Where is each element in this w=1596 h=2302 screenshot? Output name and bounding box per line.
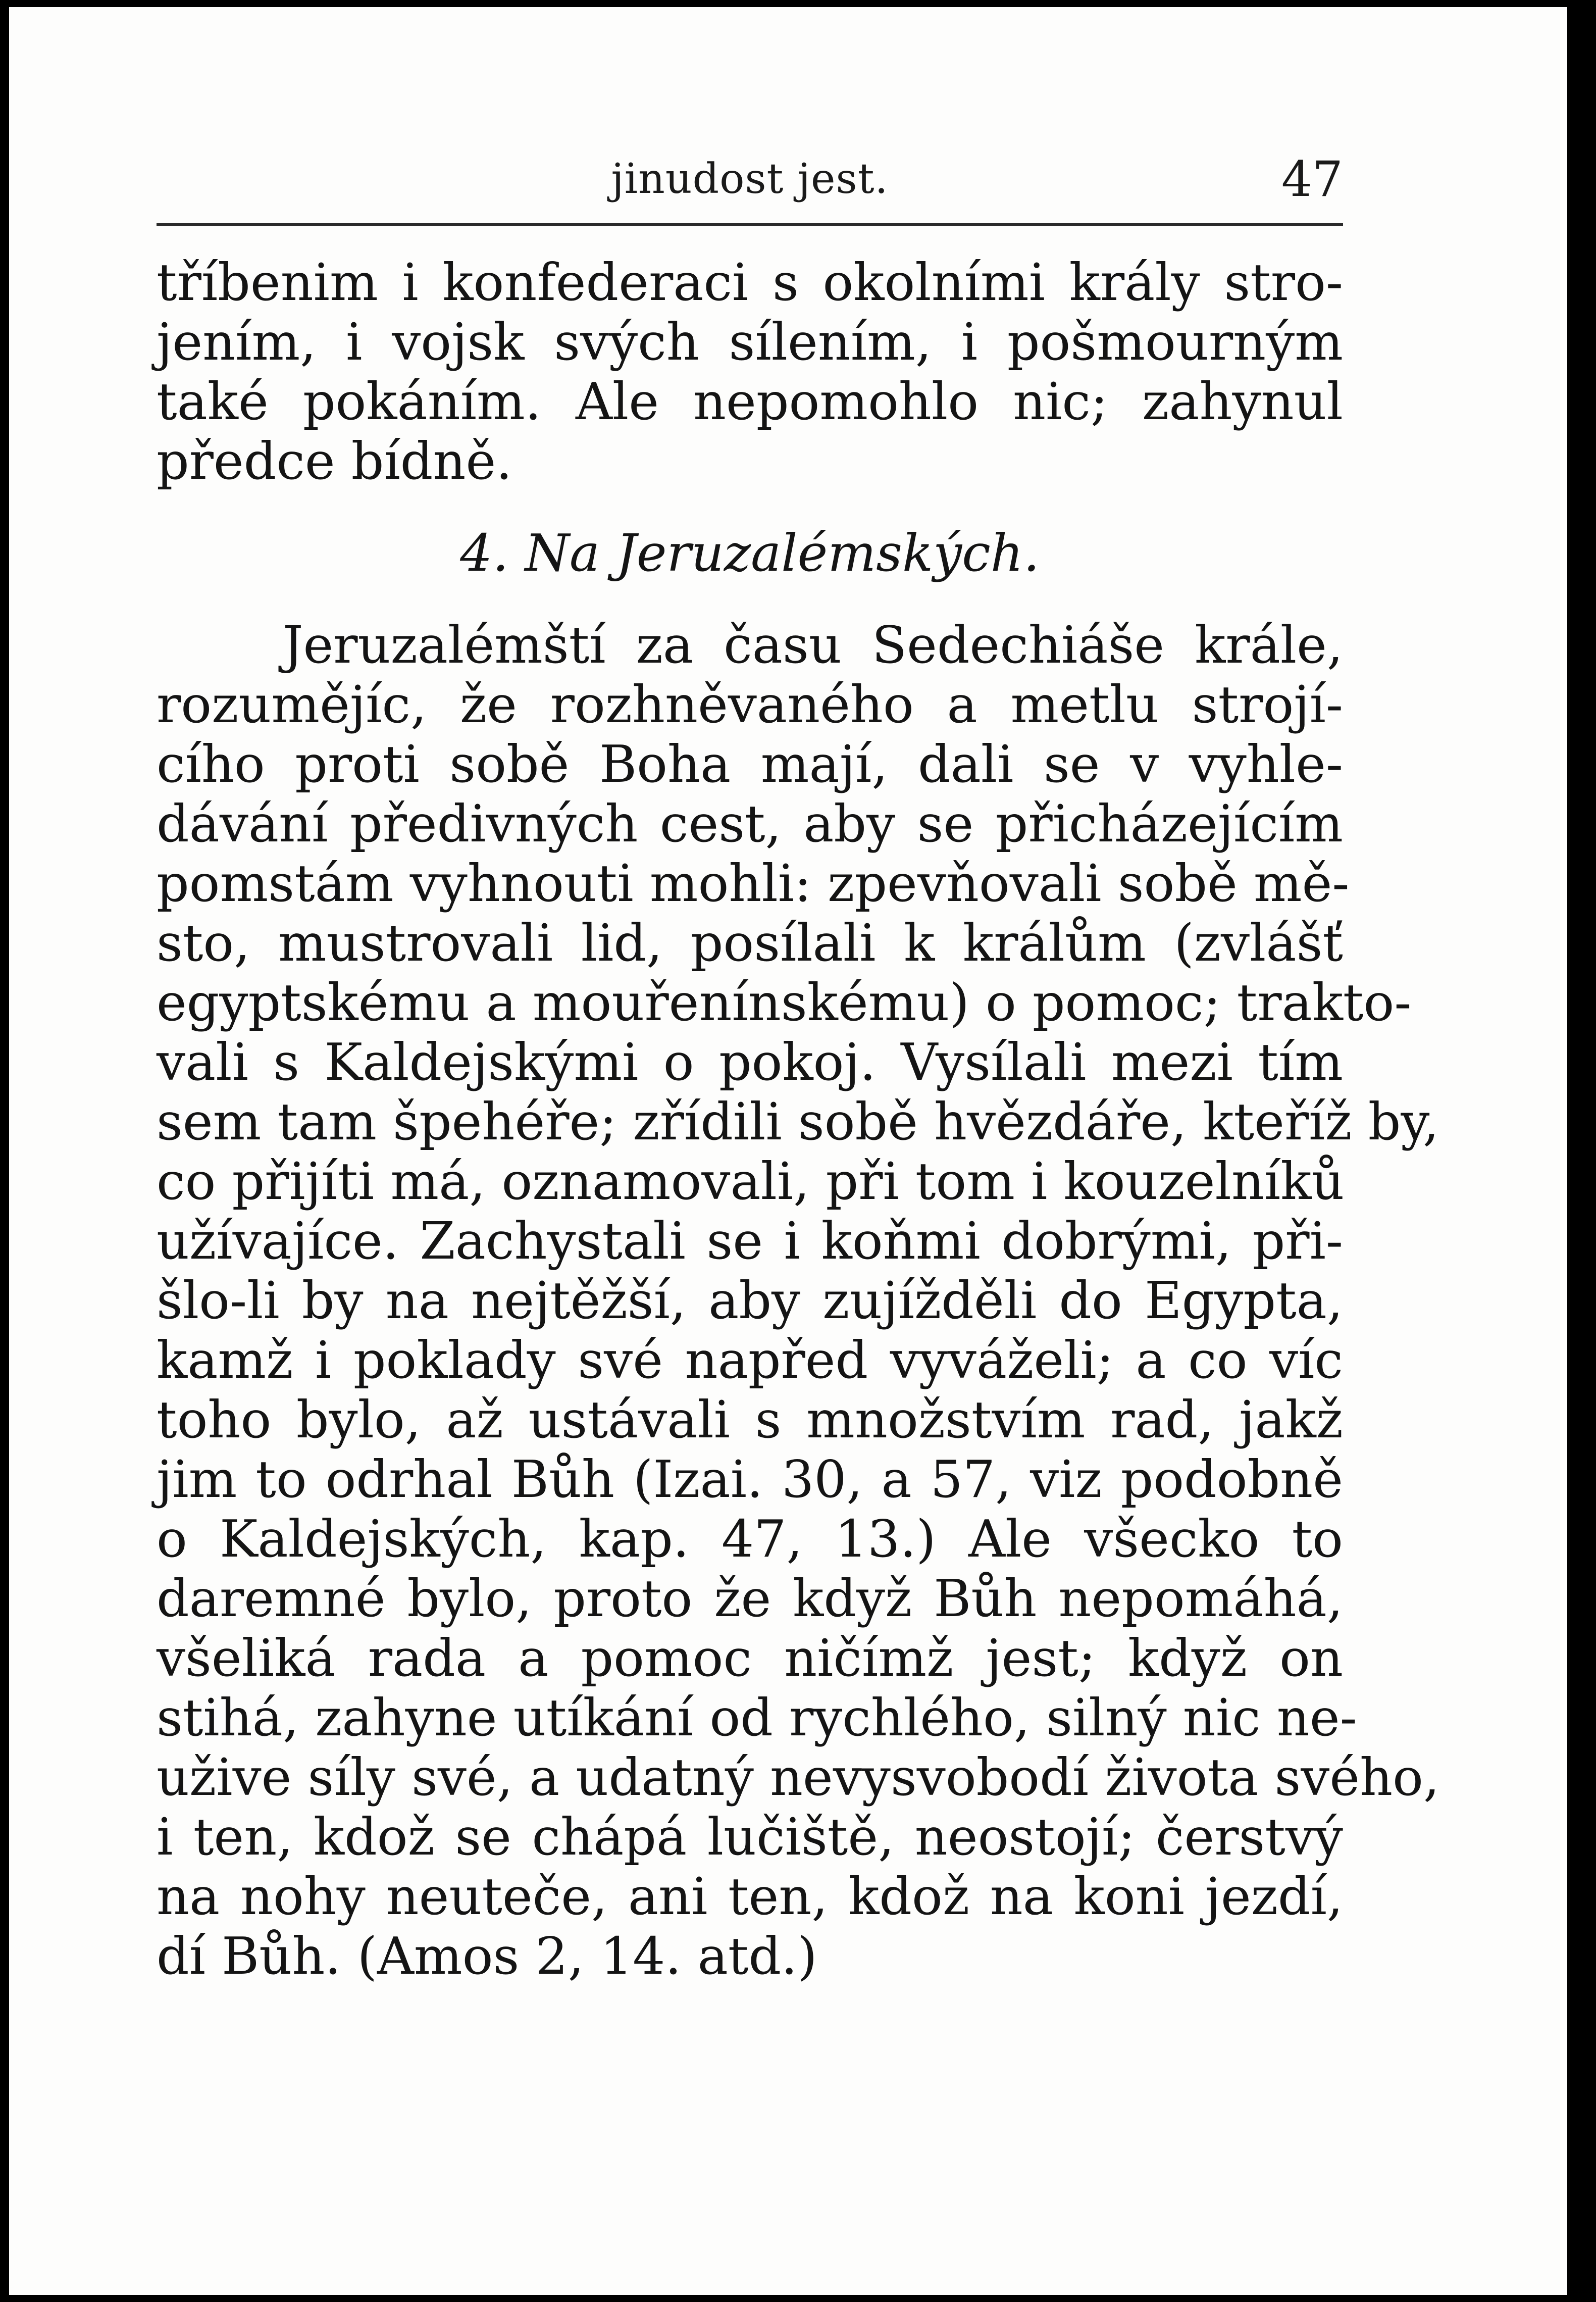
text-line: o Kaldejských, kap. 47, 13.) Ale všecko to [157,1509,1343,1569]
text-line: egyptskému a mouřenínskému) o pomoc; trakto- [157,973,1412,1032]
text-line: Jeruzalémští za času Sedechiáše krále, [283,615,1343,675]
text-line: užívajíce. Zachystali se i koňmi dobrými, při- [157,1211,1343,1271]
text-line: jim to odrhal Bůh (Izai. 30, a 57, viz podobně [157,1449,1343,1509]
page-number: 47 [1281,151,1343,208]
text-line: tříbenim i konfederaci s okolními krály stro- [157,253,1343,312]
text-line: sem tam špehéře; zřídili sobě hvězdáře, kteříž by, [157,1092,1439,1152]
section-heading: 4. Na Jeruzalémských. [460,523,1040,583]
text-line: toho bylo, až ustávali s množstvím rad, jakž [157,1390,1343,1449]
text-line: předce bídně. [157,431,512,491]
book-page [9,7,1567,2295]
text-line: sto, mustrovali lid, posílali k králům (zvlášť [157,913,1343,973]
text-line: všeliká rada a pomoc ničímž jest; když on [157,1628,1343,1688]
text-line: stihá, zahyne utíkání od rychlého, silný nic ne- [157,1688,1357,1747]
text-line: také pokáním. Ale nepomohlo nic; zahynul [157,372,1343,431]
text-line: rozumějíc, že rozhněvaného a metlu strojí- [157,675,1343,734]
running-head: jinudost jest. [611,155,889,203]
text-line: jením, i vojsk svých sílením, i pošmourným [157,312,1343,372]
text-line: i ten, kdož se chápá lučiště, neostojí; čerstvý [157,1807,1343,1867]
text-line: na nohy neuteče, ani ten, kdož na koni jezdí, [157,1867,1343,1926]
text-line: vali s Kaldejskými o pokoj. Vysílali mezi tím [157,1032,1343,1092]
header-rule [157,223,1343,226]
text-line: dávání předivných cest, aby se přicházejícím [157,794,1343,854]
text-line: šlo-li by na nejtěžší, aby zujížděli do Egypta, [157,1271,1343,1330]
text-line: dí Bůh. (Amos 2, 14. atd.) [157,1926,817,1986]
text-line: užive síly své, a udatný nevysvobodí života svého, [157,1747,1440,1807]
page-header [157,152,1343,217]
text-line: pomstám vyhnouti mohli: zpevňovali sobě mě- [157,854,1350,913]
text-line: co přijíti má, oznamovali, při tom i kouzelníků [157,1152,1345,1211]
text-line: cího proti sobě Boha mají, dali se v vyhle- [157,734,1343,794]
text-line: kamž i poklady své napřed vyváželi; a co víc [157,1330,1343,1390]
text-line: daremné bylo, proto že když Bůh nepomáhá, [157,1569,1343,1628]
body-text [157,253,1440,1986]
